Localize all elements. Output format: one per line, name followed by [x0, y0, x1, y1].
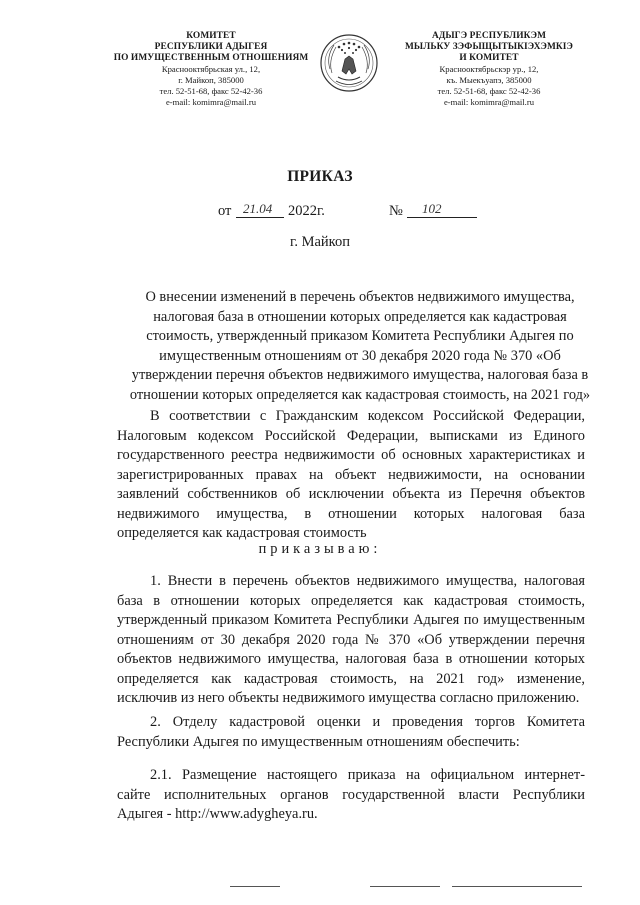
paragraph-line: Адыгея - http://www.adygheya.ru. — [117, 806, 318, 822]
org-name-line: МЫЛЬКУ ЗЭФЫЩЫТЫКІЭХЭМКІЭ — [404, 42, 574, 52]
paragraph-line: 1. Внести в перечень объектов недвижимого имущества, налоговая — [150, 573, 585, 589]
date-number-line — [0, 203, 640, 223]
preamble-paragraph — [117, 407, 585, 544]
paragraph-line: Налоговым кодексом Российской Федерации, выписками из Единого — [117, 427, 585, 444]
org-email: e-mail: komimra@mail.ru — [165, 97, 256, 107]
subject-line: налоговая база в отношении которых определяется как кадастровая — [153, 308, 567, 325]
number-label: № — [389, 203, 403, 219]
date-underline — [236, 217, 284, 218]
paragraph-line: заявлений собственников об исключении объекта из Перечня объектов — [117, 486, 585, 502]
paragraph-line: сайте исполнительных органов государственной власти Республики — [117, 786, 585, 803]
paragraph-line: определяется как кадастровая стоимость — [117, 525, 367, 541]
subject-line: О внесении изменений в перечень объектов недвижимого имущества, — [145, 289, 575, 305]
city-name: г. Майкоп — [290, 234, 350, 250]
paragraph-line: утвержденный приказом Комитета Республики Адыгея по имущественным — [117, 612, 585, 628]
footer-rule — [370, 886, 440, 887]
paragraph-line: исключив из него объекты недвижимого имущества согласно приложению. — [117, 690, 580, 706]
paragraph-line: зарегистрированных правах на объект недвижимости, на основании — [117, 466, 585, 483]
item-2-1-paragraph — [117, 766, 585, 825]
org-phone: тел. 52-51-68, факс 52-42-36 — [437, 86, 541, 96]
paragraph-line: В соответствии с Гражданским кодексом Российской Федерации, — [150, 408, 585, 424]
org-name-line: ПО ИМУЩЕСТВЕННЫМ ОТНОШЕНИЯМ — [113, 53, 309, 63]
footer-rule — [230, 886, 280, 887]
adygea-coat-of-arms-icon — [318, 33, 380, 93]
subject-line: имущественным отношениям от 30 декабря 2020 года № 370 «Об — [159, 347, 561, 364]
footer-rule — [452, 886, 582, 887]
handwritten-number: 102 — [422, 201, 442, 216]
paragraph-line: отношениям от 30 декабря 2020 года № 370 «Об утверждении перечня — [117, 631, 585, 648]
paragraph-line: 2.1. Размещение настоящего приказа на официальном интернет- — [150, 767, 585, 783]
document-title: ПРИКАЗ — [287, 168, 353, 185]
paragraph-line: база в отношении которых определяется как кадастровая стоимость, — [117, 592, 585, 609]
date-year: 2022г. — [288, 203, 325, 219]
subject-line: утверждении перечня объектов недвижимого имущества, налоговая база в — [131, 367, 589, 383]
org-phone: тел. 52-51-68, факс 52-42-36 — [159, 86, 263, 96]
subject-line: отношении которых определяется как кадастровая стоимость, на 2021 год» — [129, 386, 591, 403]
org-name-line: И КОМИТЕТ — [459, 53, 519, 63]
paragraph-line: 2. Отделу кадастровой оценки и проведения торгов Комитета — [150, 714, 585, 730]
org-city: къ. Мыекъуапэ, 385000 — [446, 75, 532, 85]
paragraph-line: Республики Адыгея по имущественным отношениям обеспечить: — [117, 733, 520, 750]
org-name-line: АДЫГЭ РЕСПУБЛИКЭМ — [431, 31, 547, 41]
date-label: от — [218, 203, 232, 219]
item-1-paragraph — [117, 572, 585, 709]
org-address: Краснооктябрьская ул., 12, — [161, 64, 261, 74]
org-name-line: РЕСПУБЛИКИ АДЫГЕЯ — [154, 42, 268, 52]
header-right-adyghe — [404, 31, 574, 108]
paragraph-line: объектов недвижимого имущества, налоговая база в отношении которых — [117, 651, 585, 667]
item-2-paragraph — [117, 713, 585, 752]
org-name-line: КОМИТЕТ — [186, 31, 236, 41]
org-email: e-mail: komimra@mail.ru — [443, 97, 534, 107]
number-underline — [407, 217, 477, 218]
org-address: Краснооктябрьскэр ур., 12, — [439, 64, 539, 74]
handwritten-date: 21.04 — [243, 201, 273, 216]
document-subject — [110, 288, 610, 405]
paragraph-line: определяется как кадастровая стоимость, на 2021 год» изменение, — [117, 670, 585, 687]
subject-line: стоимость, утвержденный приказом Комитета Республики Адыгея по — [146, 328, 574, 344]
header-left-russian — [106, 31, 316, 108]
org-city: г. Майкоп, 385000 — [178, 75, 244, 85]
paragraph-line: государственного реестра недвижимости об основных характеристиках и — [117, 447, 585, 463]
paragraph-line: недвижимого имущества, в отношении которых налоговая база — [117, 505, 585, 522]
decree-word: приказываю: — [258, 541, 382, 557]
